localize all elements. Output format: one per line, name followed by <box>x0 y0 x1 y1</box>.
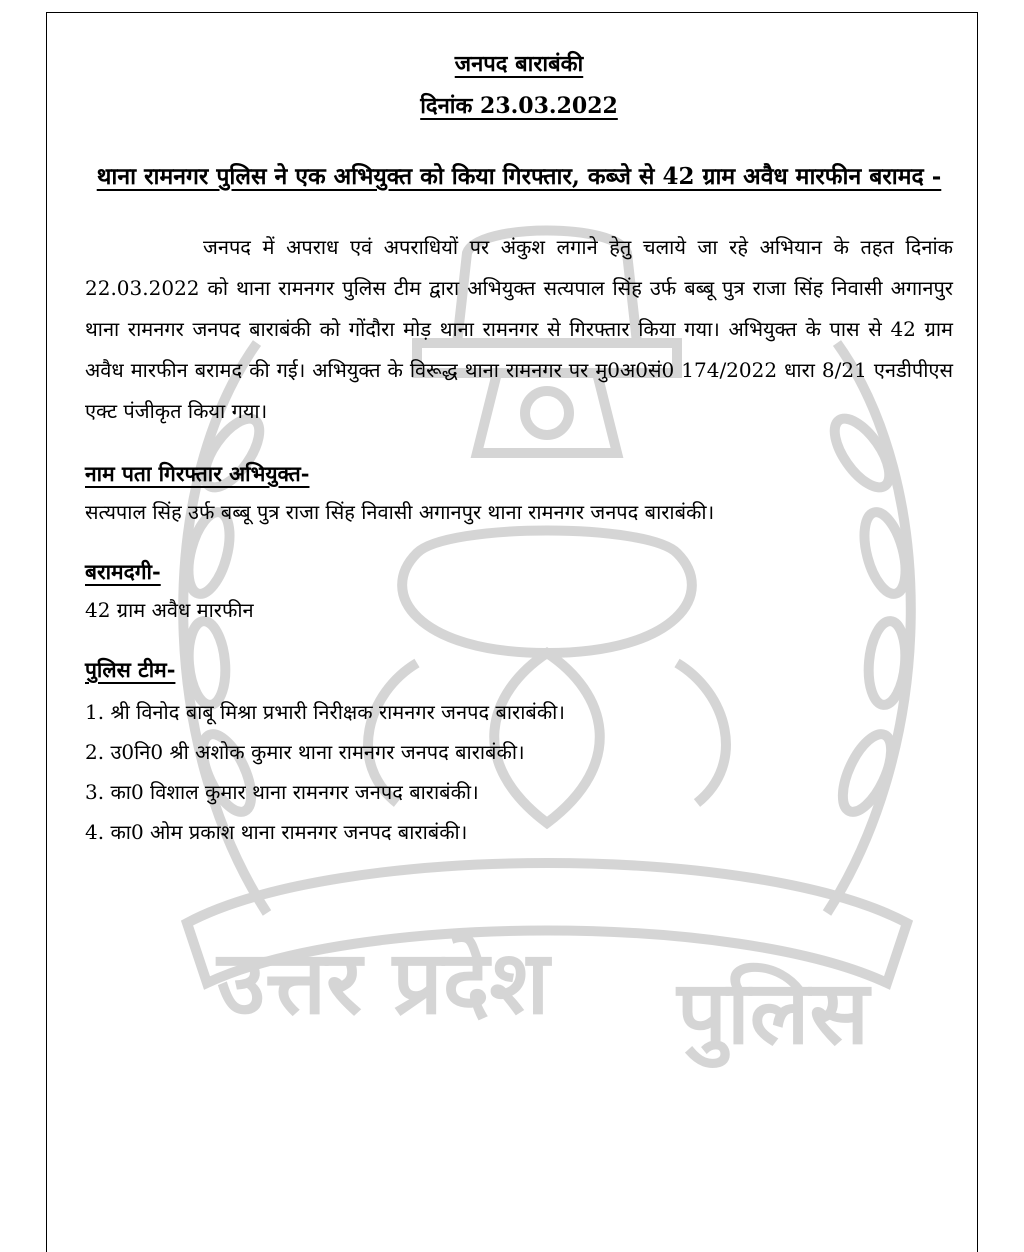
press-release-title: थाना रामनगर पुलिस ने एक अभियुक्त को किया गिरफ्तार, कब्जे से 42 ग्राम अवैध मारफीन बरामद - <box>96 163 942 190</box>
team-member: 1. श्री विनोद बाबू मिश्रा प्रभारी निरीक्षक रामनगर जनपद बाराबंकी। <box>85 700 565 724</box>
body-paragraph: जनपद में अपराध एवं अपराधियों पर अंकुश लगाने हेतु चलाये जा रहे अभियान के तहत दिनांक 22.03.2022 को थाना रामनगर पुलिस टीम द्वारा अभियुक्त सत्यपाल सिंह उर्फ बब्बू पुत्र राजा सिंह निवासी अगानपुर थाना रामनगर जनपद बाराबंकी को गोंदौरा मोड़ थाना रामनगर से गिरफ्तार किया गया। अभियुक्त के पास से 42 ग्राम अवैध मारफीन बरामद की गई। अभियुक्त के विरूद्ध थाना रामनगर पर मु0अ0सं0 174/2022 धारा 8/21 एनडीपीएस एक्ट पंजीकृत किया गया। <box>85 235 953 423</box>
team-member: 3. का0 विशाल कुमार थाना रामनगर जनपद बाराबंकी। <box>85 780 479 804</box>
svg-text:पुलिस: पुलिस <box>677 961 869 1064</box>
date-heading: दिनांक 23.03.2022 <box>420 93 618 119</box>
svg-text:उत्तर प्रदेश: उत्तर प्रदेश <box>217 931 550 1034</box>
recovery-details: 42 ग्राम अवैध मारफीन <box>85 598 254 622</box>
police-team-heading: पुलिस टीम- <box>85 657 176 682</box>
team-member: 2. उ0नि0 श्री अशोक कुमार थाना रामनगर जनपद बाराबंकी। <box>85 740 525 764</box>
team-member: 4. का0 ओम प्रकाश थाना रामनगर जनपद बाराबंकी। <box>85 820 468 844</box>
district-heading: जनपद बाराबंकी <box>454 51 584 77</box>
document-content <box>85 43 953 852</box>
recovery-heading: बरामदगी- <box>85 559 161 584</box>
document-page <box>46 12 978 1252</box>
accused-heading: नाम पता गिरफ्तार अभियुक्त- <box>85 461 310 486</box>
accused-details: सत्यपाल सिंह उर्फ बब्बू पुत्र राजा सिंह निवासी अगानपुर थाना रामनगर जनपद बाराबंकी। <box>85 500 715 524</box>
police-team-list <box>85 692 953 852</box>
